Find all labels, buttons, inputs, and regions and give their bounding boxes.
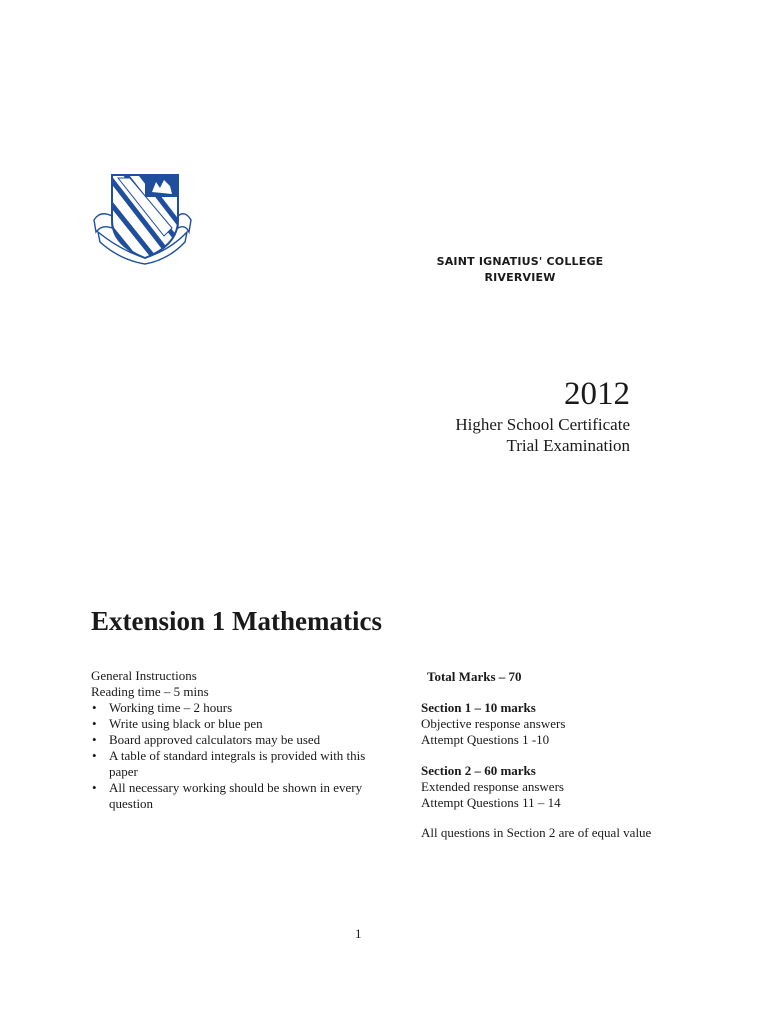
- general-heading: General Instructions: [91, 668, 197, 683]
- certificate-line1: Higher School Certificate: [455, 415, 630, 434]
- riverview-crest-icon: [90, 170, 195, 265]
- list-item: • A table of standard integrals is provided with this paper: [109, 748, 381, 780]
- section1-line2: Attempt Questions 1 -10: [421, 732, 550, 747]
- certificate-line2: Trial Examination: [506, 436, 630, 455]
- exam-year: 2012: [564, 376, 630, 412]
- section2-note: All questions in Section 2 are of equal value: [421, 825, 652, 840]
- list-item: • Working time – 2 hours: [109, 700, 381, 716]
- college-name: [400, 254, 640, 286]
- total-marks: Total Marks – 70: [427, 669, 522, 684]
- college-name-line2: RIVERVIEW: [484, 271, 556, 284]
- general-instructions: [91, 668, 381, 812]
- section2-line2: Attempt Questions 11 – 14: [421, 795, 561, 810]
- list-item: • Write using black or blue pen: [109, 716, 381, 732]
- section2-line1: Extended response answers: [421, 779, 564, 794]
- marks-summary: [421, 669, 721, 841]
- section1-line1: Objective response answers: [421, 716, 566, 731]
- exam-title: Extension 1 Mathematics: [91, 606, 382, 636]
- reading-time: Reading time – 5 mins: [91, 684, 209, 699]
- page-number: 1: [355, 926, 362, 941]
- certificate-title: [455, 414, 630, 456]
- instructions-list: [91, 700, 381, 812]
- list-item: • All necessary working should be shown in every question: [109, 780, 381, 812]
- college-name-line1: SAINT IGNATIUS' COLLEGE: [436, 255, 604, 268]
- list-item: • Board approved calculators may be used: [109, 732, 381, 748]
- section2-title: Section 2 – 60 marks: [421, 763, 536, 778]
- section1-title: Section 1 – 10 marks: [421, 700, 536, 715]
